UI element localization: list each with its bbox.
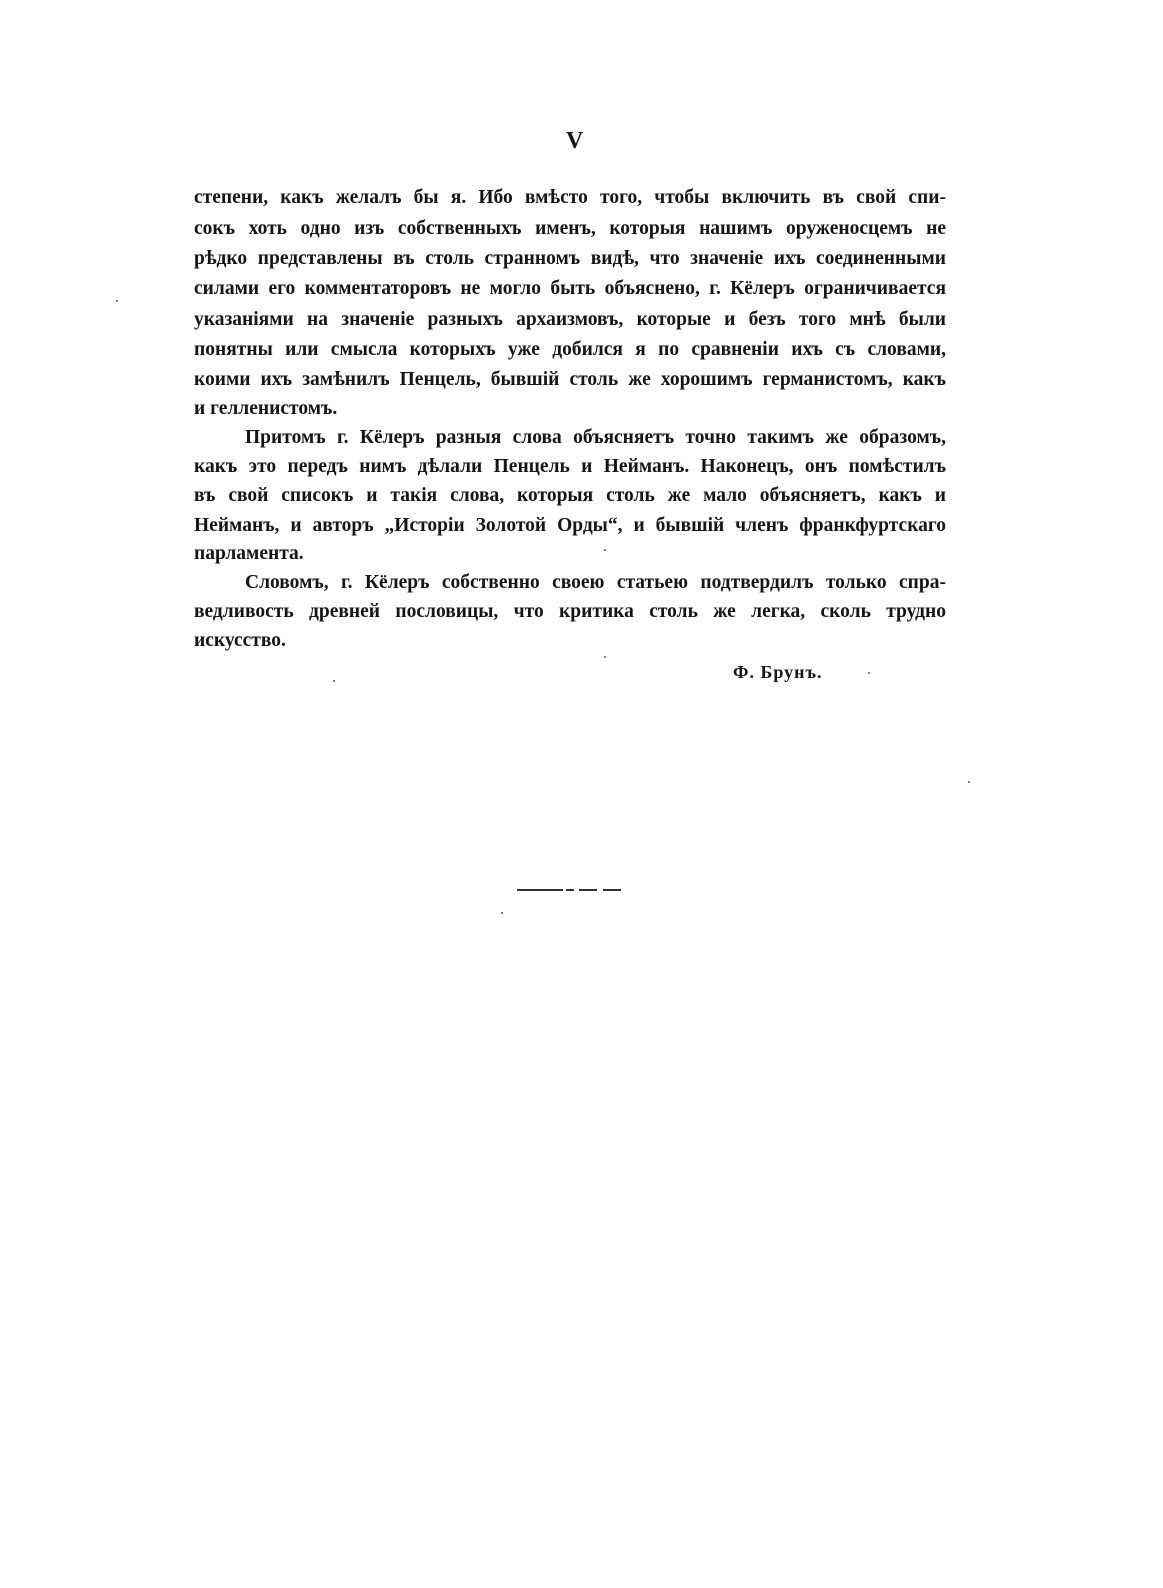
paragraph-1-line-1: степени, какъ желалъ бы я. Ибо вмѣсто того, чтобы включить въ свой спи- [194,187,946,208]
print-speck [868,672,870,674]
paragraph-1-line-2: сокъ хоть одно изъ собственныхъ именъ, которыя нашимъ оруженосцемъ не [194,218,946,239]
paragraph-2-line-4: Нейманъ, и авторъ „Исторiи Золотой Орды“, и бывшiй членъ франкфуртскаго [194,515,946,536]
paragraph-1-line-3: рѣдко представлены въ столь странномъ видѣ, что значенiе ихъ соединенными [194,248,946,269]
paragraph-2-line-2: какъ это передъ нимъ дѣлали Пенцель и Нейманъ. Наконецъ, онъ помѣстилъ [194,456,946,477]
closing-rule-segment [566,889,574,891]
paragraph-3-line-1: Словомъ, г. Кёлеръ собственно своею статьею подтвердилъ только спра- [245,572,946,593]
paragraph-3-line-2: ведливость древней пословицы, что критика столь же легка, сколь трудно [194,601,946,622]
print-speck [604,656,606,658]
paragraph-1-line-4: силами его комментаторовъ не могло быть объяснено, г. Кёлеръ ограничивается [194,278,946,299]
closing-rule-segment [579,889,597,891]
paragraph-1-line-5: указанiями на значенiе разныхъ архаизмовъ, которые и безъ того мнѣ были [194,309,946,330]
print-speck [501,912,503,914]
closing-rule-segment [517,889,563,891]
print-speck [968,781,970,783]
closing-rule-segment [603,889,621,891]
paragraph-3-line-3: искусство. [194,630,286,651]
paragraph-2-line-1: Притомъ г. Кёлеръ разныя слова объясняетъ точно такимъ же образомъ, [245,427,946,448]
paragraph-1-line-7: коими ихъ замѣнилъ Пенцель, бывшiй столь же хорошимъ германистомъ, какъ [194,369,946,390]
paragraph-2-line-5: парламента. [194,543,304,564]
print-speck [333,680,335,682]
paragraph-1-line-8: и гелленистомъ. [194,398,338,419]
paragraph-2-line-3: въ свой списокъ и такiя слова, которыя столь же мало объясняетъ, какъ и [194,485,946,506]
print-speck [604,549,606,551]
paragraph-1-line-6: понятны или смысла которыхъ уже добился я по сравненiи ихъ съ словами, [194,339,946,360]
print-speck [116,300,118,302]
page-number: V [566,128,584,154]
signature: Ф. Брунъ. [733,662,823,682]
